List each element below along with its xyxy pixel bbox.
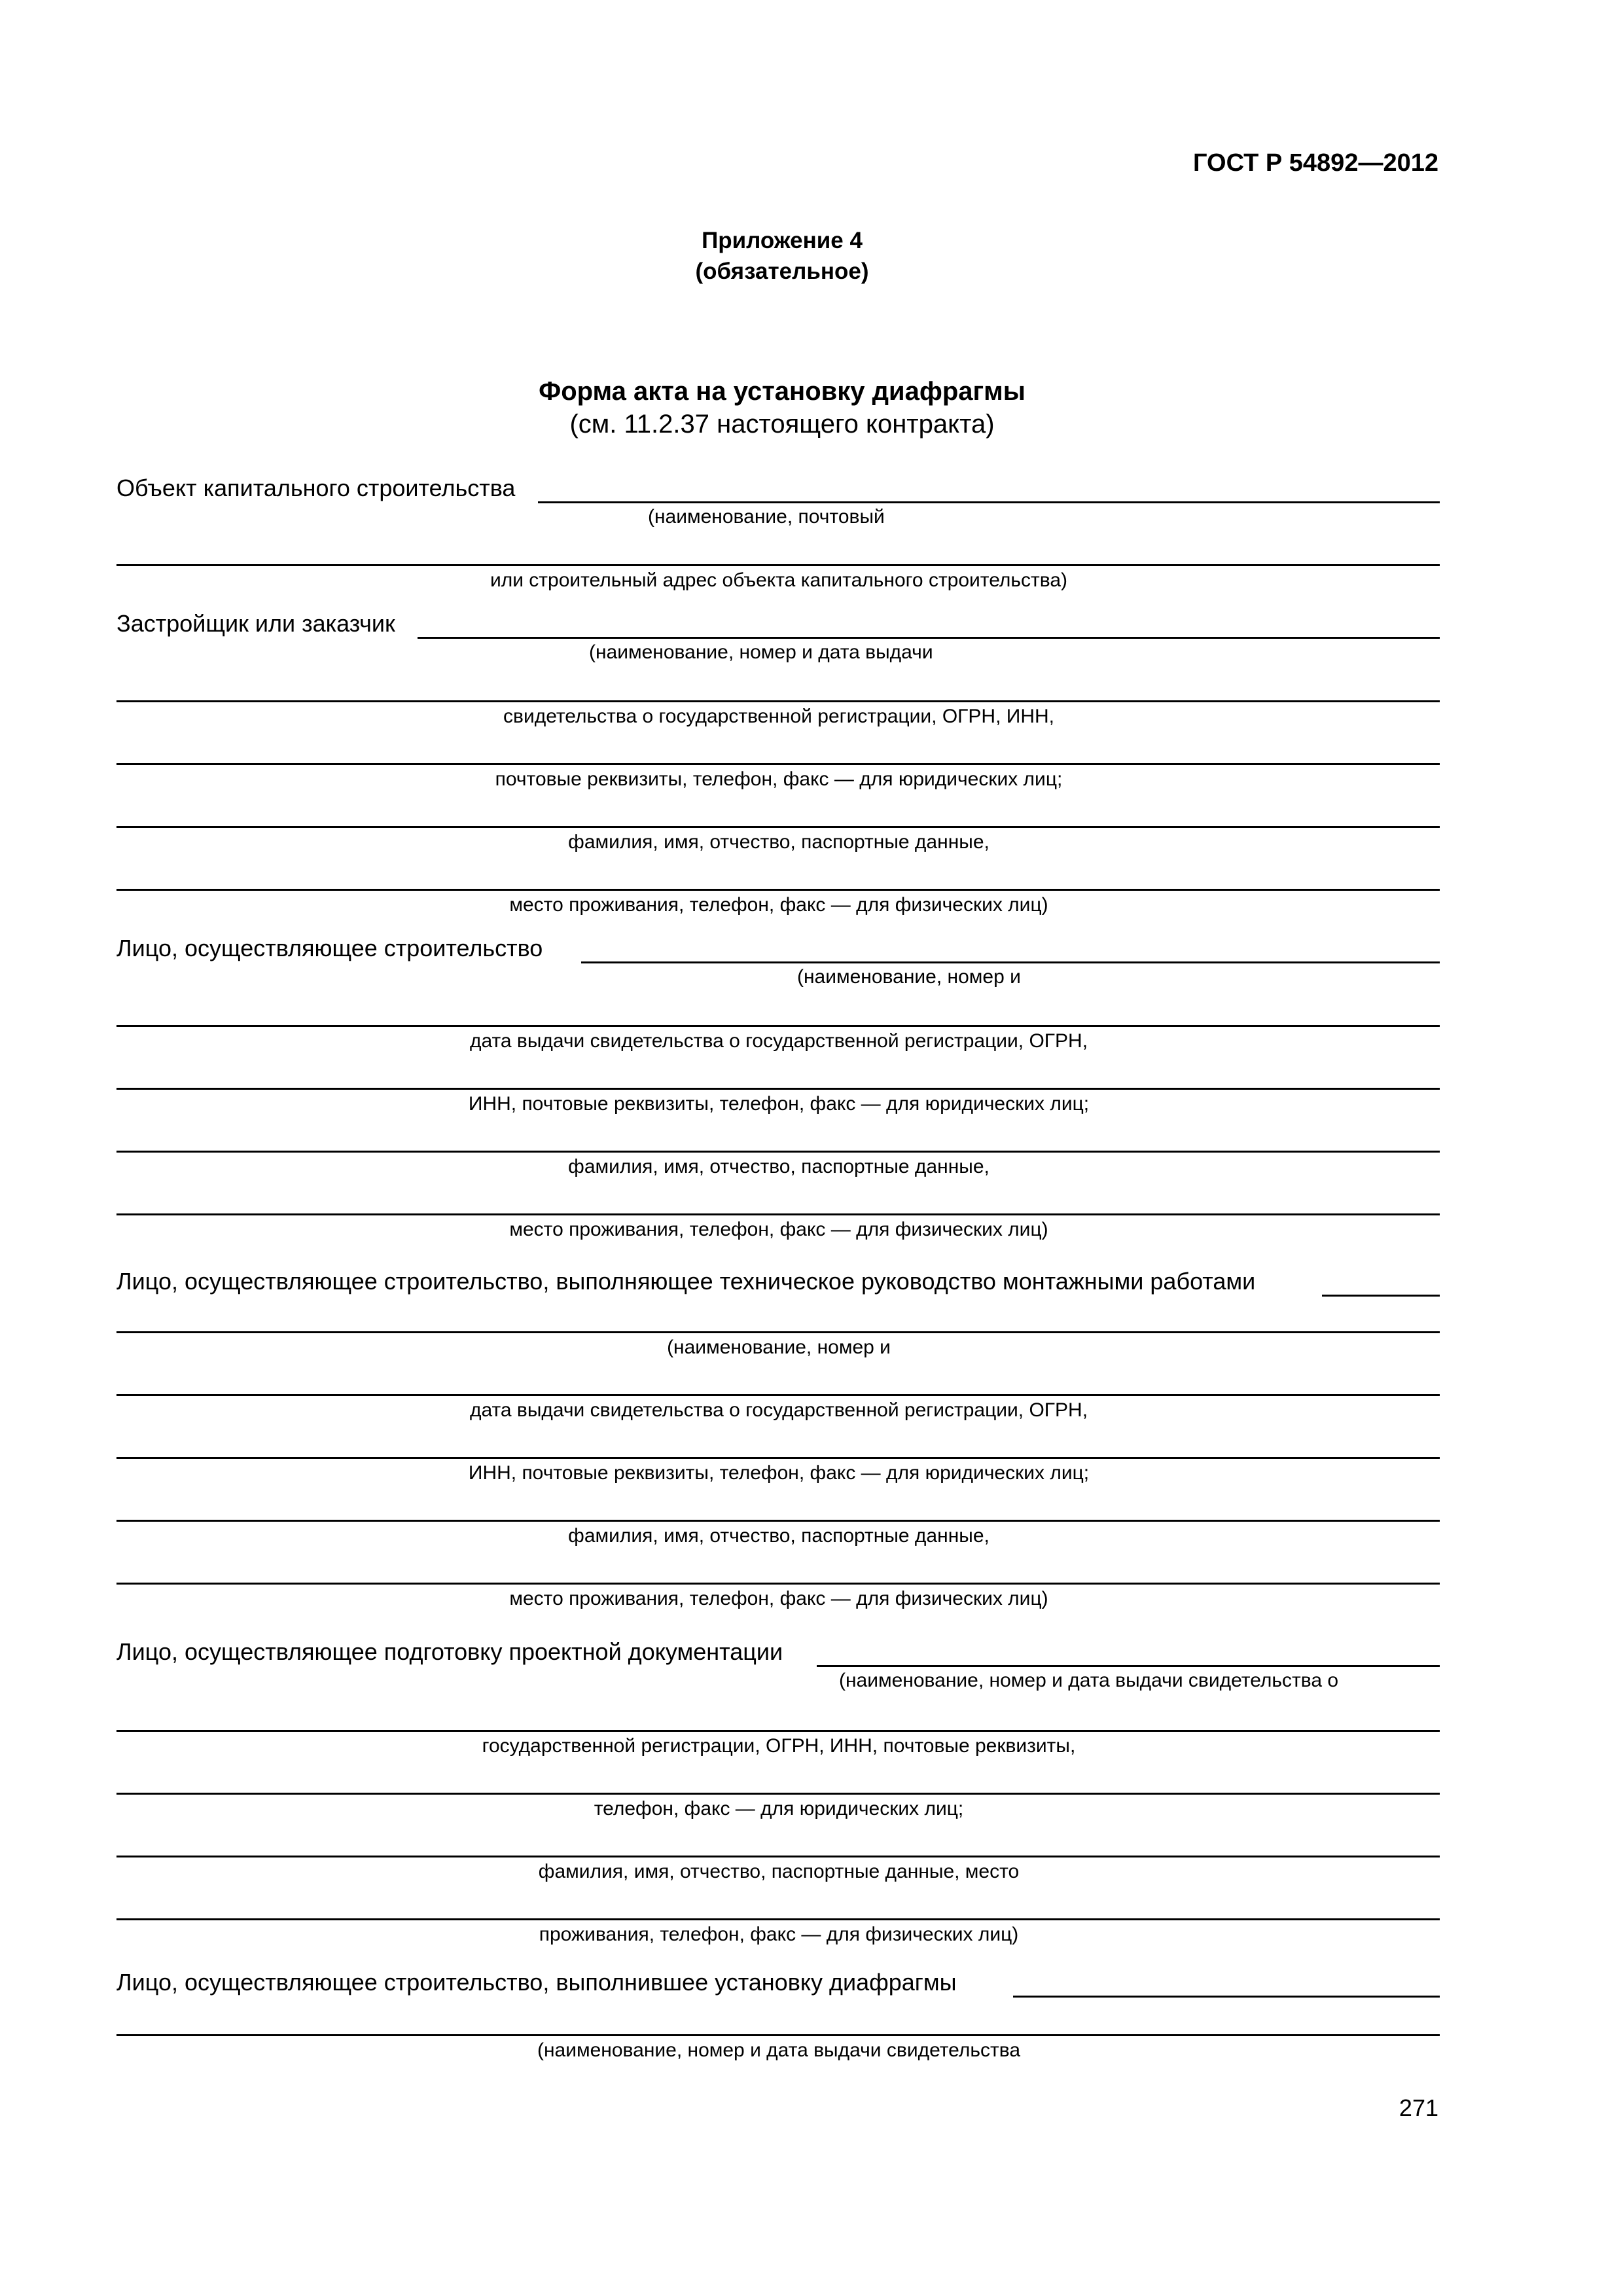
field-caption: государственной регистрации, ОГРН, ИНН, почтовые реквизиты,: [482, 1735, 1076, 1757]
field-caption: почтовые реквизиты, телефон, факс — для юридических лиц;: [495, 768, 1063, 790]
field-caption: свидетельства о государственной регистрации, ОГРН, ИНН,: [503, 706, 1054, 727]
developer-field-4[interactable]: [116, 826, 1440, 828]
builder-field-2[interactable]: [116, 1025, 1440, 1027]
designer-field-3[interactable]: [116, 1793, 1440, 1795]
object-field-2[interactable]: [116, 564, 1440, 566]
builder-label: Лицо, осуществляющее строительство: [116, 935, 543, 961]
designer-field-4[interactable]: [116, 1856, 1440, 1857]
appendix-type: (обязательное): [695, 259, 869, 284]
installer-field-2[interactable]: [116, 2034, 1440, 2036]
builder-tech-label: Лицо, осуществляющее строительство, выполняющее техническое руководство монтажными работами: [116, 1268, 1256, 1295]
object-label: Объект капитального строительства: [116, 475, 516, 501]
field-caption: место проживания, телефон, факс — для физических лиц): [509, 1219, 1048, 1240]
field-caption: фамилия, имя, отчество, паспортные данные, место: [538, 1861, 1020, 1882]
installer-label: Лицо, осуществляющее строительство, выполнившее установку диафрагмы: [116, 1969, 957, 1996]
builder-field-1[interactable]: [581, 961, 1440, 963]
appendix-title: Приложение 4: [702, 228, 863, 253]
designer-label: Лицо, осуществляющее подготовку проектной документации: [116, 1638, 783, 1665]
designer-field-5[interactable]: [116, 1918, 1440, 1920]
field-caption: фамилия, имя, отчество, паспортные данные,: [568, 1525, 990, 1547]
developer-field-2[interactable]: [116, 700, 1440, 702]
standard-number: ГОСТ Р 54892—2012: [1193, 149, 1438, 177]
field-caption: или строительный адрес объекта капитального строительства): [490, 569, 1068, 591]
builder-tech-field-5[interactable]: [116, 1520, 1440, 1522]
designer-field-2[interactable]: [116, 1730, 1440, 1732]
field-caption: проживания, телефон, факс — для физических лиц): [539, 1924, 1019, 1945]
builder-field-3[interactable]: [116, 1088, 1440, 1090]
builder-tech-field-4[interactable]: [116, 1457, 1440, 1459]
field-caption: ИНН, почтовые реквизиты, телефон, факс — для юридических лиц;: [468, 1462, 1090, 1484]
form-subtitle: (см. 11.2.37 настоящего контракта): [569, 410, 995, 439]
field-caption: (наименование, номер и дата выдачи свидетельства о: [839, 1670, 1339, 1691]
field-caption: ИНН, почтовые реквизиты, телефон, факс — для юридических лиц;: [468, 1093, 1090, 1115]
field-caption: дата выдачи свидетельства о государственной регистрации, ОГРН,: [469, 1030, 1088, 1052]
form-title: Форма акта на установку диафрагмы: [539, 377, 1026, 406]
field-caption: телефон, факс — для юридических лиц;: [594, 1798, 964, 1820]
builder-tech-field-2[interactable]: [116, 1331, 1440, 1333]
object-field-1[interactable]: [538, 501, 1440, 503]
builder-field-4[interactable]: [116, 1151, 1440, 1153]
field-caption: (наименование, номер и: [667, 1336, 891, 1358]
field-caption: (наименование, номер и дата выдачи: [589, 641, 933, 663]
field-caption: (наименование, номер и: [797, 966, 1021, 988]
field-caption: место проживания, телефон, факс — для физических лиц): [509, 1588, 1048, 1609]
builder-tech-field-1[interactable]: [1322, 1295, 1440, 1297]
builder-tech-field-6[interactable]: [116, 1583, 1440, 1585]
installer-field-1[interactable]: [1013, 1996, 1440, 1998]
field-caption: (наименование, почтовый: [648, 506, 885, 528]
builder-tech-field-3[interactable]: [116, 1394, 1440, 1396]
developer-field-3[interactable]: [116, 763, 1440, 765]
developer-field-5[interactable]: [116, 889, 1440, 891]
developer-field-1[interactable]: [418, 637, 1440, 639]
field-caption: дата выдачи свидетельства о государственной регистрации, ОГРН,: [469, 1399, 1088, 1421]
designer-field-1[interactable]: [817, 1665, 1440, 1667]
page-number: 271: [1399, 2094, 1438, 2121]
field-caption: фамилия, имя, отчество, паспортные данные,: [568, 831, 990, 853]
developer-label: Застройщик или заказчик: [116, 610, 395, 637]
field-caption: (наименование, номер и дата выдачи свидетельства: [537, 2039, 1021, 2061]
builder-field-5[interactable]: [116, 1213, 1440, 1215]
field-caption: место проживания, телефон, факс — для физических лиц): [509, 894, 1048, 916]
field-caption: фамилия, имя, отчество, паспортные данные,: [568, 1156, 990, 1177]
